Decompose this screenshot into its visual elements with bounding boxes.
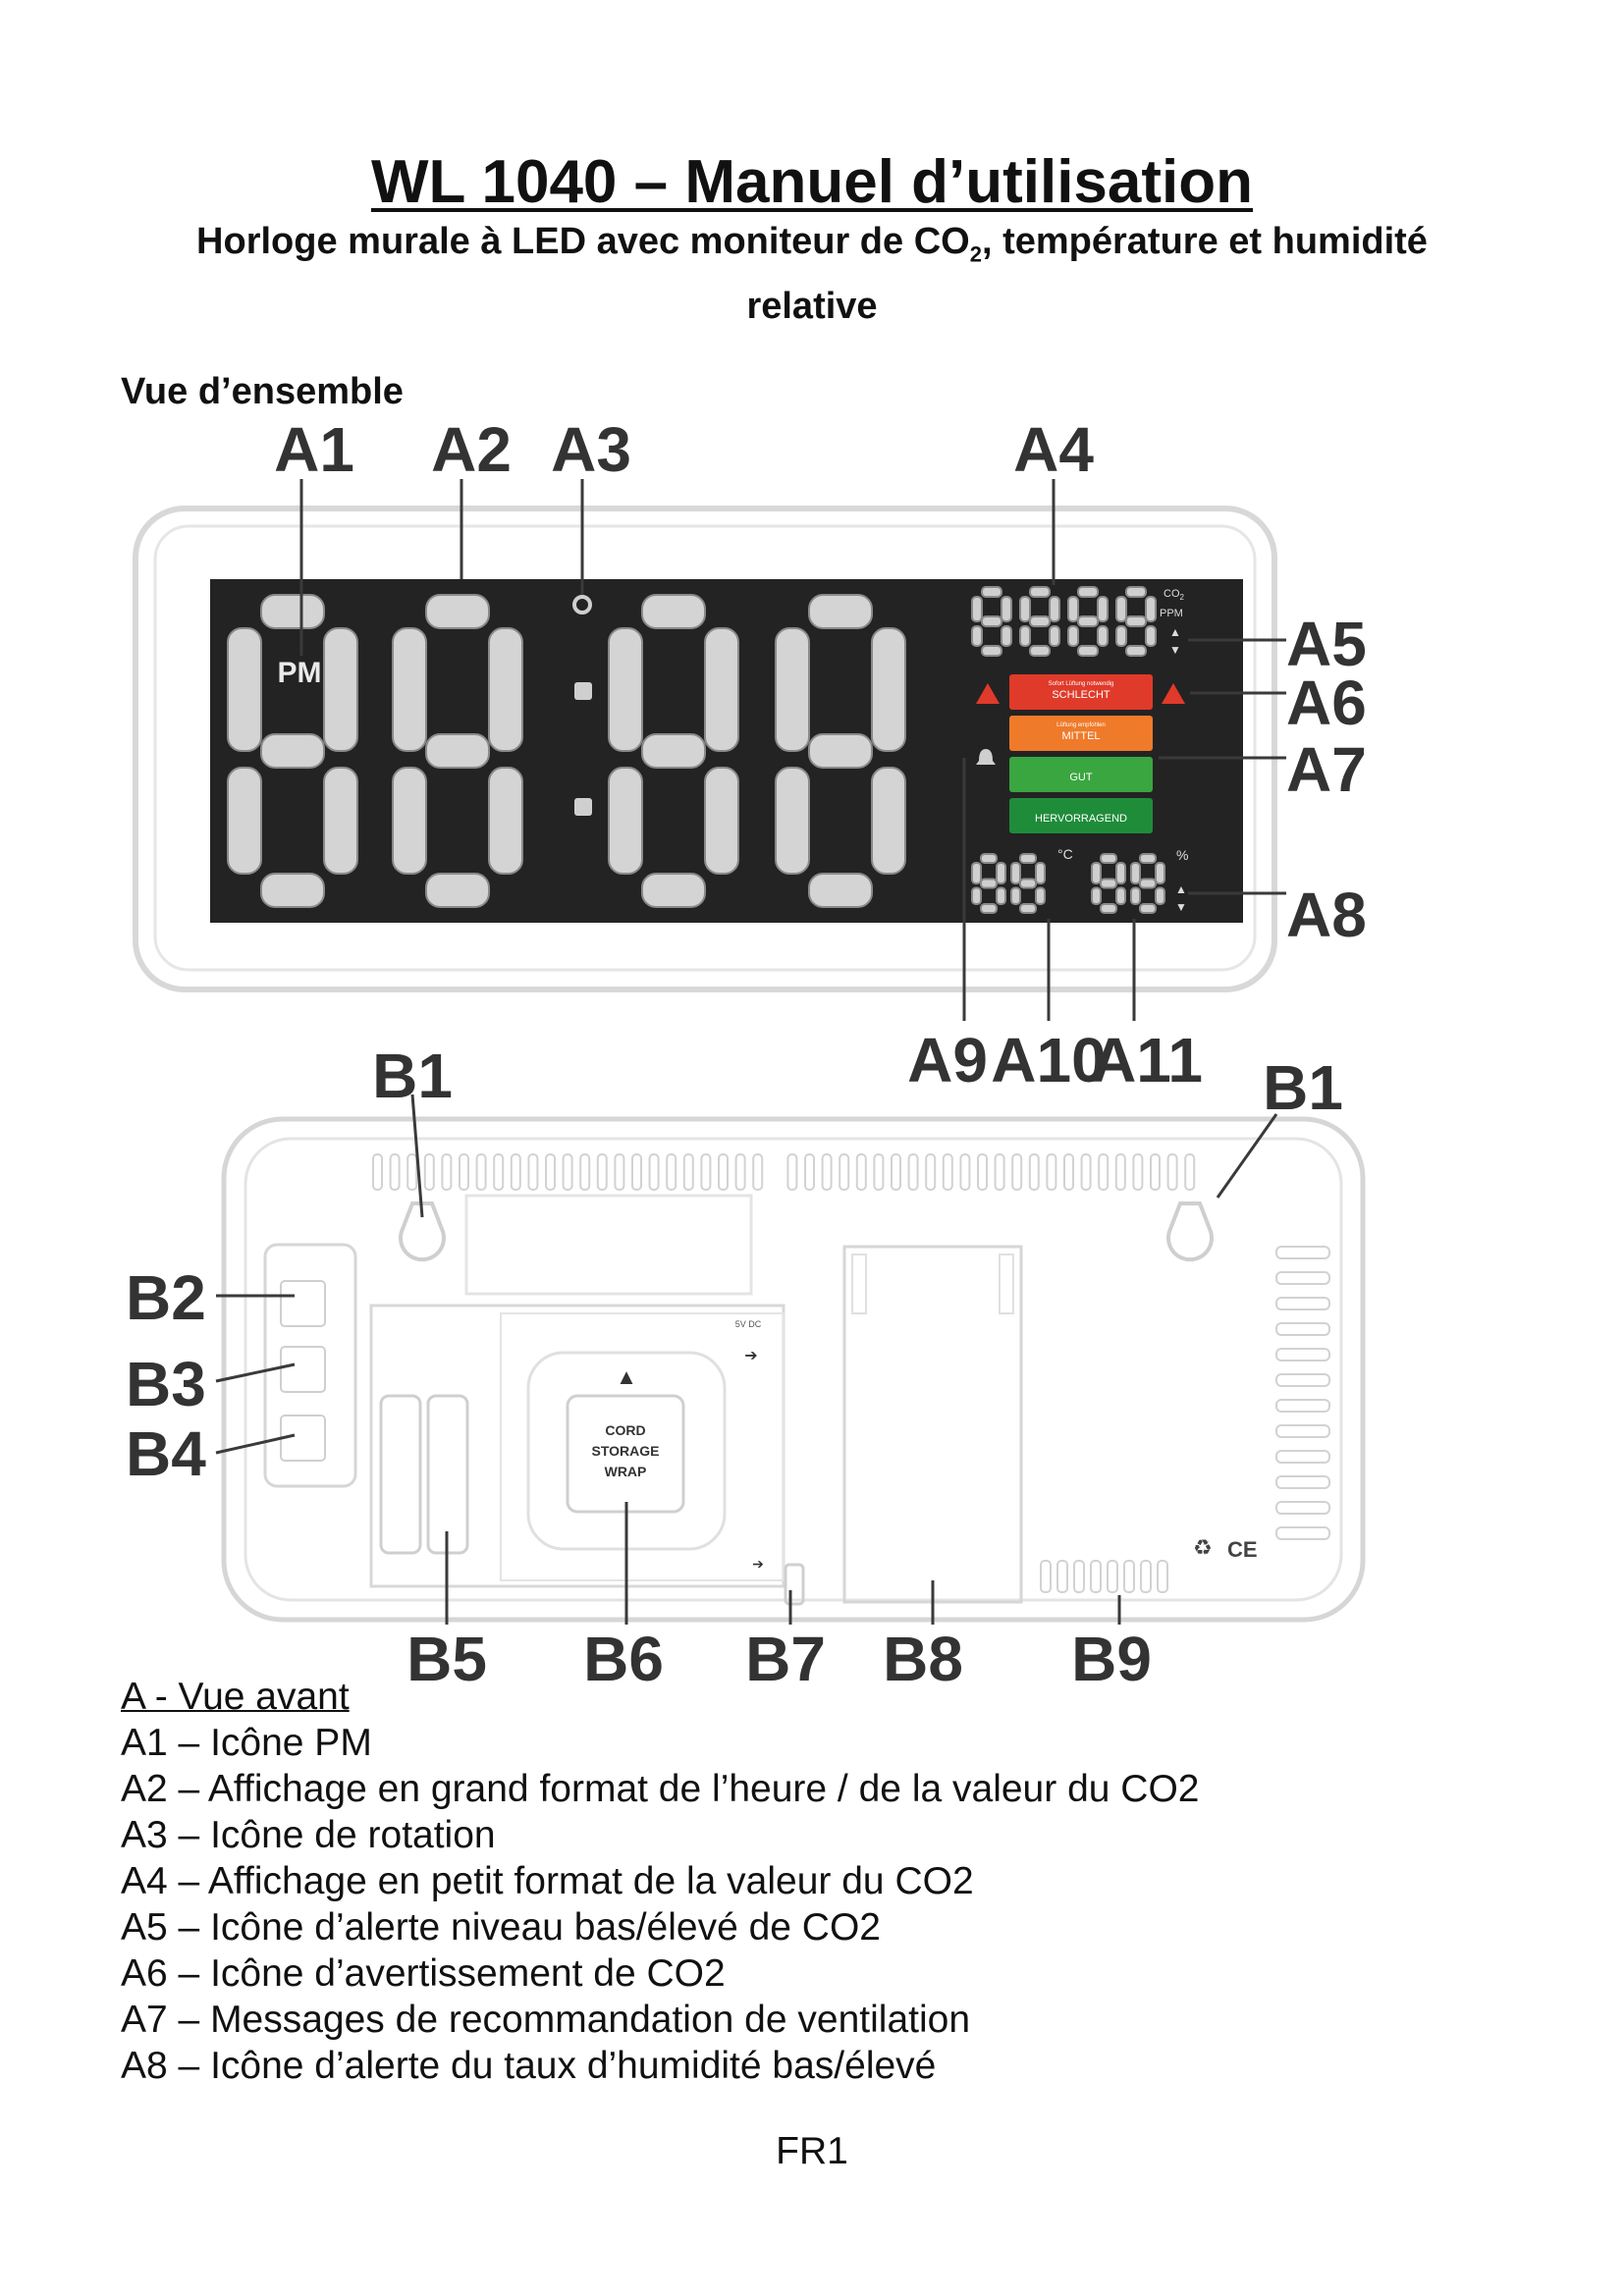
label-a2: A2	[431, 414, 512, 485]
segment-digit	[972, 854, 1005, 913]
label-a7: A7	[1286, 734, 1367, 805]
subtitle-text-1: Horloge murale à LED avec moniteur de CO	[196, 221, 970, 262]
label-a1: A1	[274, 414, 354, 485]
label-a5: A5	[1286, 609, 1367, 679]
segment-digit	[1116, 587, 1156, 656]
cord-text-1: CORD	[605, 1422, 646, 1438]
front-view	[135, 414, 1367, 1095]
dc-input-label: 5V DC	[734, 1319, 762, 1329]
section-heading: Vue d’ensemble	[121, 371, 404, 412]
label-a8: A8	[1286, 880, 1367, 950]
status-bar-gut	[1009, 757, 1153, 792]
ppm-label: PPM	[1160, 608, 1183, 619]
legend-item: A7 – Messages de recommandation de ventilation	[121, 1999, 971, 2041]
label-a11: A11	[1091, 1025, 1203, 1095]
label-b5: B5	[406, 1624, 487, 1688]
label-b2: B2	[126, 1262, 206, 1333]
humidity-alert-icon: ▲	[1175, 882, 1187, 896]
page-number: FR1	[776, 2130, 848, 2172]
segment-digit	[1011, 854, 1045, 913]
subtitle-text-2: , température et humidité	[981, 221, 1428, 262]
legend-item: A6 – Icône d’avertissement de CO2	[121, 1952, 726, 1995]
title-text: WL 1040 – Manuel d’utilisation	[370, 148, 1254, 216]
segment-digit	[1020, 587, 1059, 656]
status-bar-schlecht	[1009, 674, 1153, 710]
legend-heading: A - Vue avant	[121, 1676, 350, 1718]
label-a6: A6	[1286, 667, 1367, 738]
label-b9: B9	[1071, 1624, 1152, 1688]
arrow-up-icon: ▲	[616, 1364, 637, 1389]
label-b6: B6	[583, 1624, 664, 1688]
label-a9: A9	[907, 1025, 988, 1095]
legend-item: A4 – Affichage en petit format de la valeur du CO2	[121, 1860, 974, 1902]
legend-item: A1 – Icône PM	[121, 1722, 372, 1764]
segment-digit	[972, 587, 1011, 656]
status-bar-mittel	[1009, 716, 1153, 751]
segment-digit	[1092, 854, 1125, 913]
status-bar-small-text: Lüftung empfohlen	[1056, 722, 1106, 728]
legend-item: A8 – Icône d’alerte du taux d’humidité bas/élevé	[121, 2045, 937, 2087]
subtitle-text-3: relative	[746, 285, 878, 327]
legend-item: A3 – Icône de rotation	[121, 1814, 496, 1856]
colon-dot-top	[574, 682, 592, 700]
co2-alert-icon: ▲	[1169, 625, 1181, 639]
dc-arrow-icon: ➔	[744, 1348, 758, 1364]
label-b1-left: B1	[372, 1041, 453, 1111]
back-view	[126, 1041, 1363, 1688]
celsius-label: °C	[1057, 846, 1073, 862]
segment-digit	[1068, 587, 1108, 656]
label-b1-right: B1	[1263, 1052, 1343, 1123]
legend	[121, 1674, 1199, 2089]
label-b3: B3	[126, 1349, 206, 1419]
segment-digit	[1131, 854, 1164, 913]
subtitle-subscript: 2	[969, 241, 982, 267]
weee-icon: ♻	[1193, 1535, 1213, 1560]
label-b4: B4	[126, 1418, 206, 1489]
cable-exit-icon: ➔	[752, 1556, 764, 1572]
label-a10: A10	[991, 1025, 1107, 1095]
pm-icon: PM	[277, 657, 322, 689]
co2-alert-low-icon: ▼	[1169, 643, 1181, 657]
status-bar-hervorragend	[1009, 798, 1153, 833]
label-a3: A3	[551, 414, 631, 485]
status-bar-label: GUT	[1069, 772, 1093, 783]
percent-label: %	[1176, 847, 1189, 863]
status-bar-label: HERVORRAGEND	[1035, 813, 1127, 825]
label-b7: B7	[745, 1624, 826, 1688]
label-b8: B8	[883, 1624, 963, 1688]
label-a4: A4	[1013, 414, 1094, 485]
legend-item: A5 – Icône d’alerte niveau bas/élevé de CO2	[121, 1906, 882, 1949]
humidity-alert-low-icon: ▼	[1175, 900, 1187, 914]
status-bar-small-text: Sofort Lüftung notwendig	[1048, 681, 1114, 687]
cord-text-2: STORAGE	[591, 1443, 660, 1459]
legend-item: A2 – Affichage en grand format de l’heure / de la valeur du CO2	[121, 1768, 1200, 1810]
status-bar-label: SCHLECHT	[1052, 689, 1110, 701]
cord-text-3: WRAP	[604, 1464, 647, 1479]
status-bar-label: MITTEL	[1061, 730, 1101, 742]
ce-mark: CE	[1227, 1537, 1258, 1562]
colon-dot-bottom	[574, 798, 592, 816]
co2-unit-label: $CO_2$	[1164, 588, 1184, 602]
